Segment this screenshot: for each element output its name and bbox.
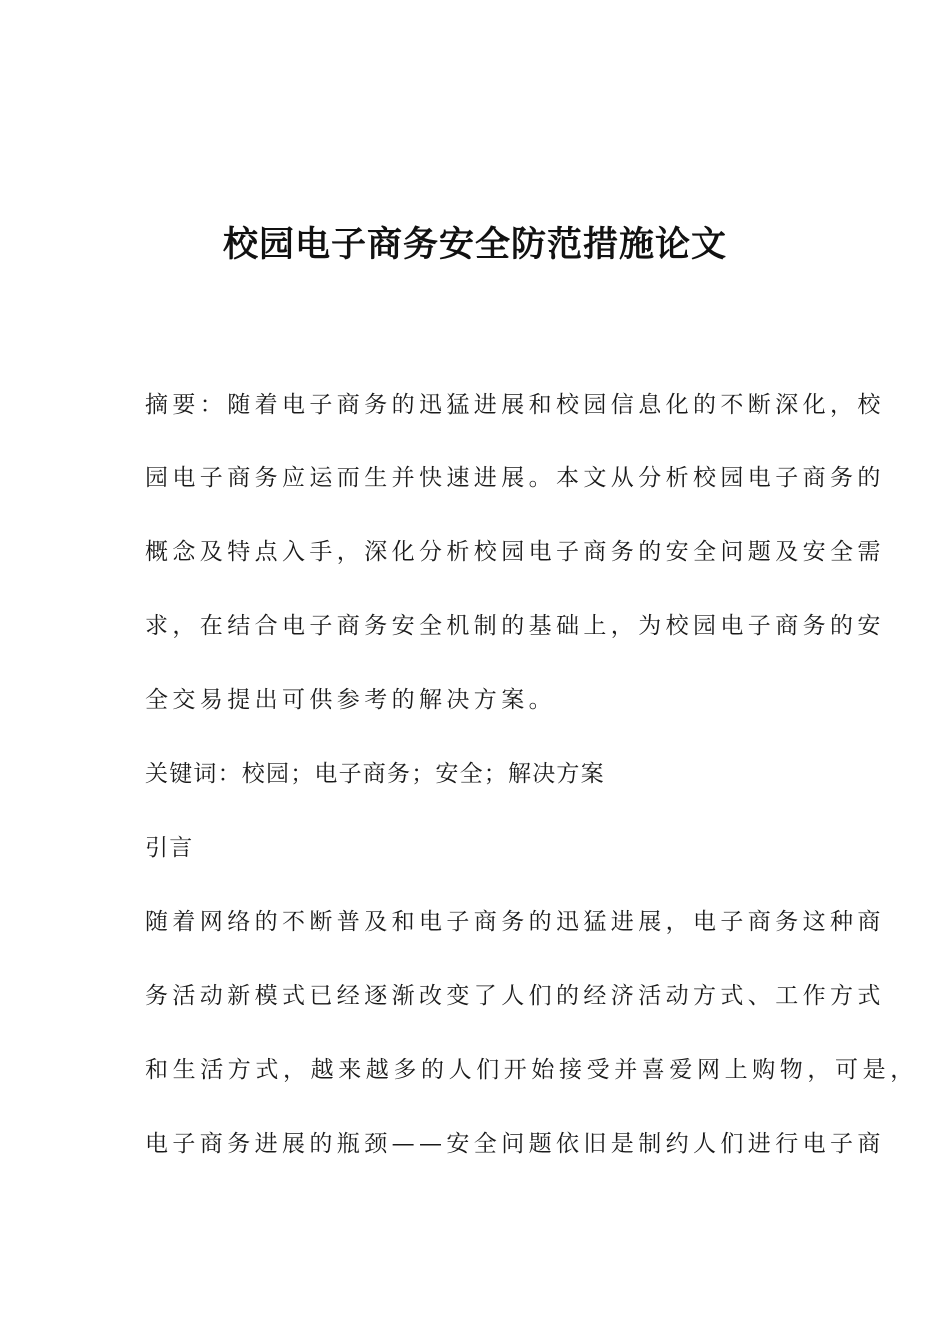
abstract-line: 园电子商务应运而生并快速进展。本文从分析校园电子商务的 — [145, 465, 885, 491]
keywords-line: 关键词：校园；电子商务；安全；解决方案 — [145, 761, 605, 787]
abstract-line: 摘要：随着电子商务的迅猛进展和校园信息化的不断深化，校 — [145, 392, 885, 418]
intro-paragraph-line: 和生活方式，越来越多的人们开始接受并喜爱网上购物，可是， — [145, 1057, 918, 1083]
abstract-line: 全交易提出可供参考的解决方案。 — [145, 687, 556, 713]
document-title: 校园电子商务安全防范措施论文 — [222, 225, 727, 265]
intro-paragraph-line: 电子商务进展的瓶颈——安全问题依旧是制约人们进行电子商 — [145, 1131, 885, 1157]
intro-heading: 引言 — [145, 835, 194, 861]
intro-paragraph-line: 随着网络的不断普及和电子商务的迅猛进展，电子商务这种商 — [145, 909, 885, 935]
abstract-line: 求，在结合电子商务安全机制的基础上，为校园电子商务的安 — [145, 613, 885, 639]
abstract-line: 概念及特点入手，深化分析校园电子商务的安全问题及安全需 — [145, 539, 885, 565]
intro-paragraph-line: 务活动新模式已经逐渐改变了人们的经济活动方式、工作方式 — [145, 983, 885, 1009]
